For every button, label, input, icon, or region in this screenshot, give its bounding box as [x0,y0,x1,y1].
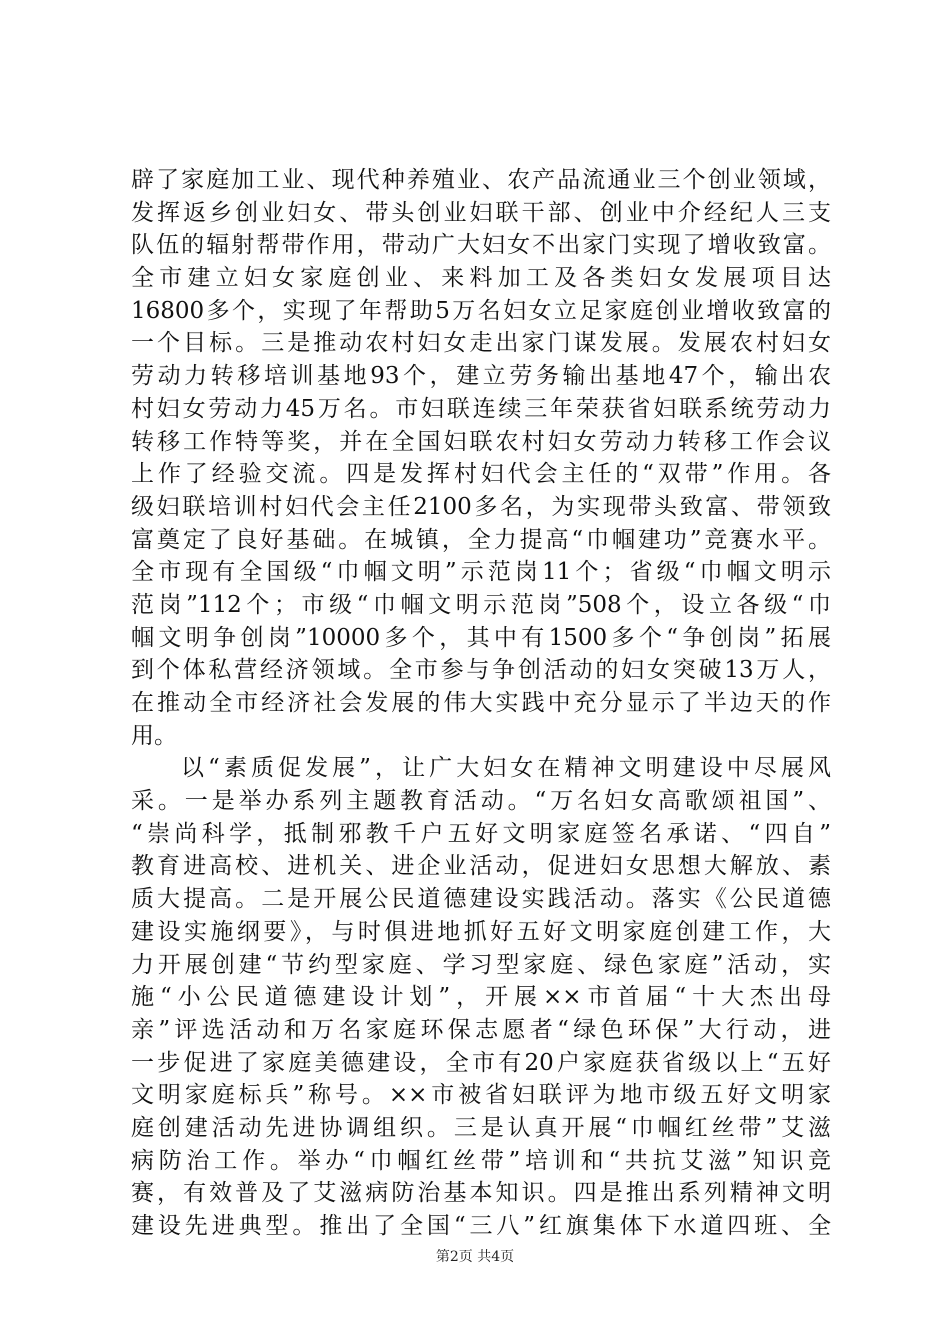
text-line: 到个体私营经济领域。全市参与争创活动的妇女突破13万人， [131,657,831,684]
text-line: 施“小公民道德建设计划”，开展××市首届“十大杰出母 [131,984,831,1011]
text-line: “崇尚科学，抵制邪教千户五好文明家庭签名承诺、“四自” [131,820,831,847]
text-line: 转移工作特等奖，并在全国妇联农村妇女劳动力转移工作会议 [131,428,831,455]
text-line: 亲”评选活动和万名家庭环保志愿者“绿色环保”大行动，进 [131,1016,831,1043]
text-line: 在推动全市经济社会发展的伟大实践中充分显示了半边天的作 [131,690,831,716]
text-line: 富奠定了良好基础。在城镇，全力提高“巾帼建功”竞赛水平。 [131,526,831,553]
text-line: 建设实施纲要》，与时俱进地抓好五好文明家庭创建工作，大 [131,918,831,945]
text-line: 发挥返乡创业妇女、带头创业妇联干部、创业中介经纪人三支 [131,199,831,226]
text-line: 全市建立妇女家庭创业、来料加工及各类妇女发展项目达 [131,265,831,292]
text-line: 上作了经验交流。四是发挥村妇代会主任的“双带”作用。各 [131,461,831,488]
text-line: 村妇女劳动力45万名。市妇联连续三年荣获省妇联系统劳动力 [131,395,831,422]
text-line: 病防治工作。举办“巾帼红丝带”培训和“共抗艾滋”知识竞 [131,1147,831,1174]
text-line: 庭创建活动先进协调组织。三是认真开展“巾帼红丝带”艾滋 [131,1114,831,1141]
text-line: 一个目标。三是推动农村妇女走出家门谋发展。发展农村妇女 [131,330,831,357]
text-line: 队伍的辐射帮带作用，带动广大妇女不出家门实现了增收致富。 [131,232,831,259]
text-line: 建设先进典型。推出了全国“三八”红旗集体下水道四班、全 [131,1213,831,1239]
text-line: 劳动力转移培训基地93个，建立劳务输出基地47个，输出农 [131,363,831,390]
text-line: 一步促进了家庭美德建设，全市有20户家庭获省级以上“五好 [131,1049,831,1076]
text-line: 帼文明争创岗”10000多个，其中有1500多个“争创岗”拓展 [131,624,831,651]
text-line: 16800多个，实现了年帮助5万名妇女立足家庭创业增收致富的 [131,297,831,324]
text-line: 级妇联培训村妇代会主任2100多名，为实现带头致富、带领致 [131,493,831,520]
text-line: 以“素质促发展”，让广大妇女在精神文明建设中尽展风 [181,755,831,782]
text-line: 采。一是举办系列主题教育活动。“万名妇女高歌颂祖国”、 [131,788,831,815]
text-line: 用。 [131,722,177,749]
text-line: 辟了家庭加工业、现代种养殖业、农产品流通业三个创业领域， [131,167,831,193]
text-line: 力开展创建“节约型家庭、学习型家庭、绿色家庭”活动，实 [131,951,831,978]
text-line: 范岗”112个；市级“巾帼文明示范岗”508个，设立各级“巾 [131,591,831,618]
page-footer: 第2页 共4页 [435,1249,515,1265]
text-line: 全市现有全国级“巾帼文明”示范岗11个；省级“巾帼文明示 [131,559,831,586]
text-line: 质大提高。二是开展公民道德建设实践活动。落实《公民道德 [131,886,831,913]
text-line: 文明家庭标兵”称号。××市被省妇联评为地市级五好文明家 [131,1082,831,1109]
text-line: 赛，有效普及了艾滋病防治基本知识。四是推出系列精神文明 [131,1180,831,1207]
paragraph-2 [131,752,831,1242]
text-line: 教育进高校、进机关、进企业活动，促进妇女思想大解放、素 [131,853,831,880]
paragraph-1 [131,164,831,752]
document-body [131,164,831,1243]
